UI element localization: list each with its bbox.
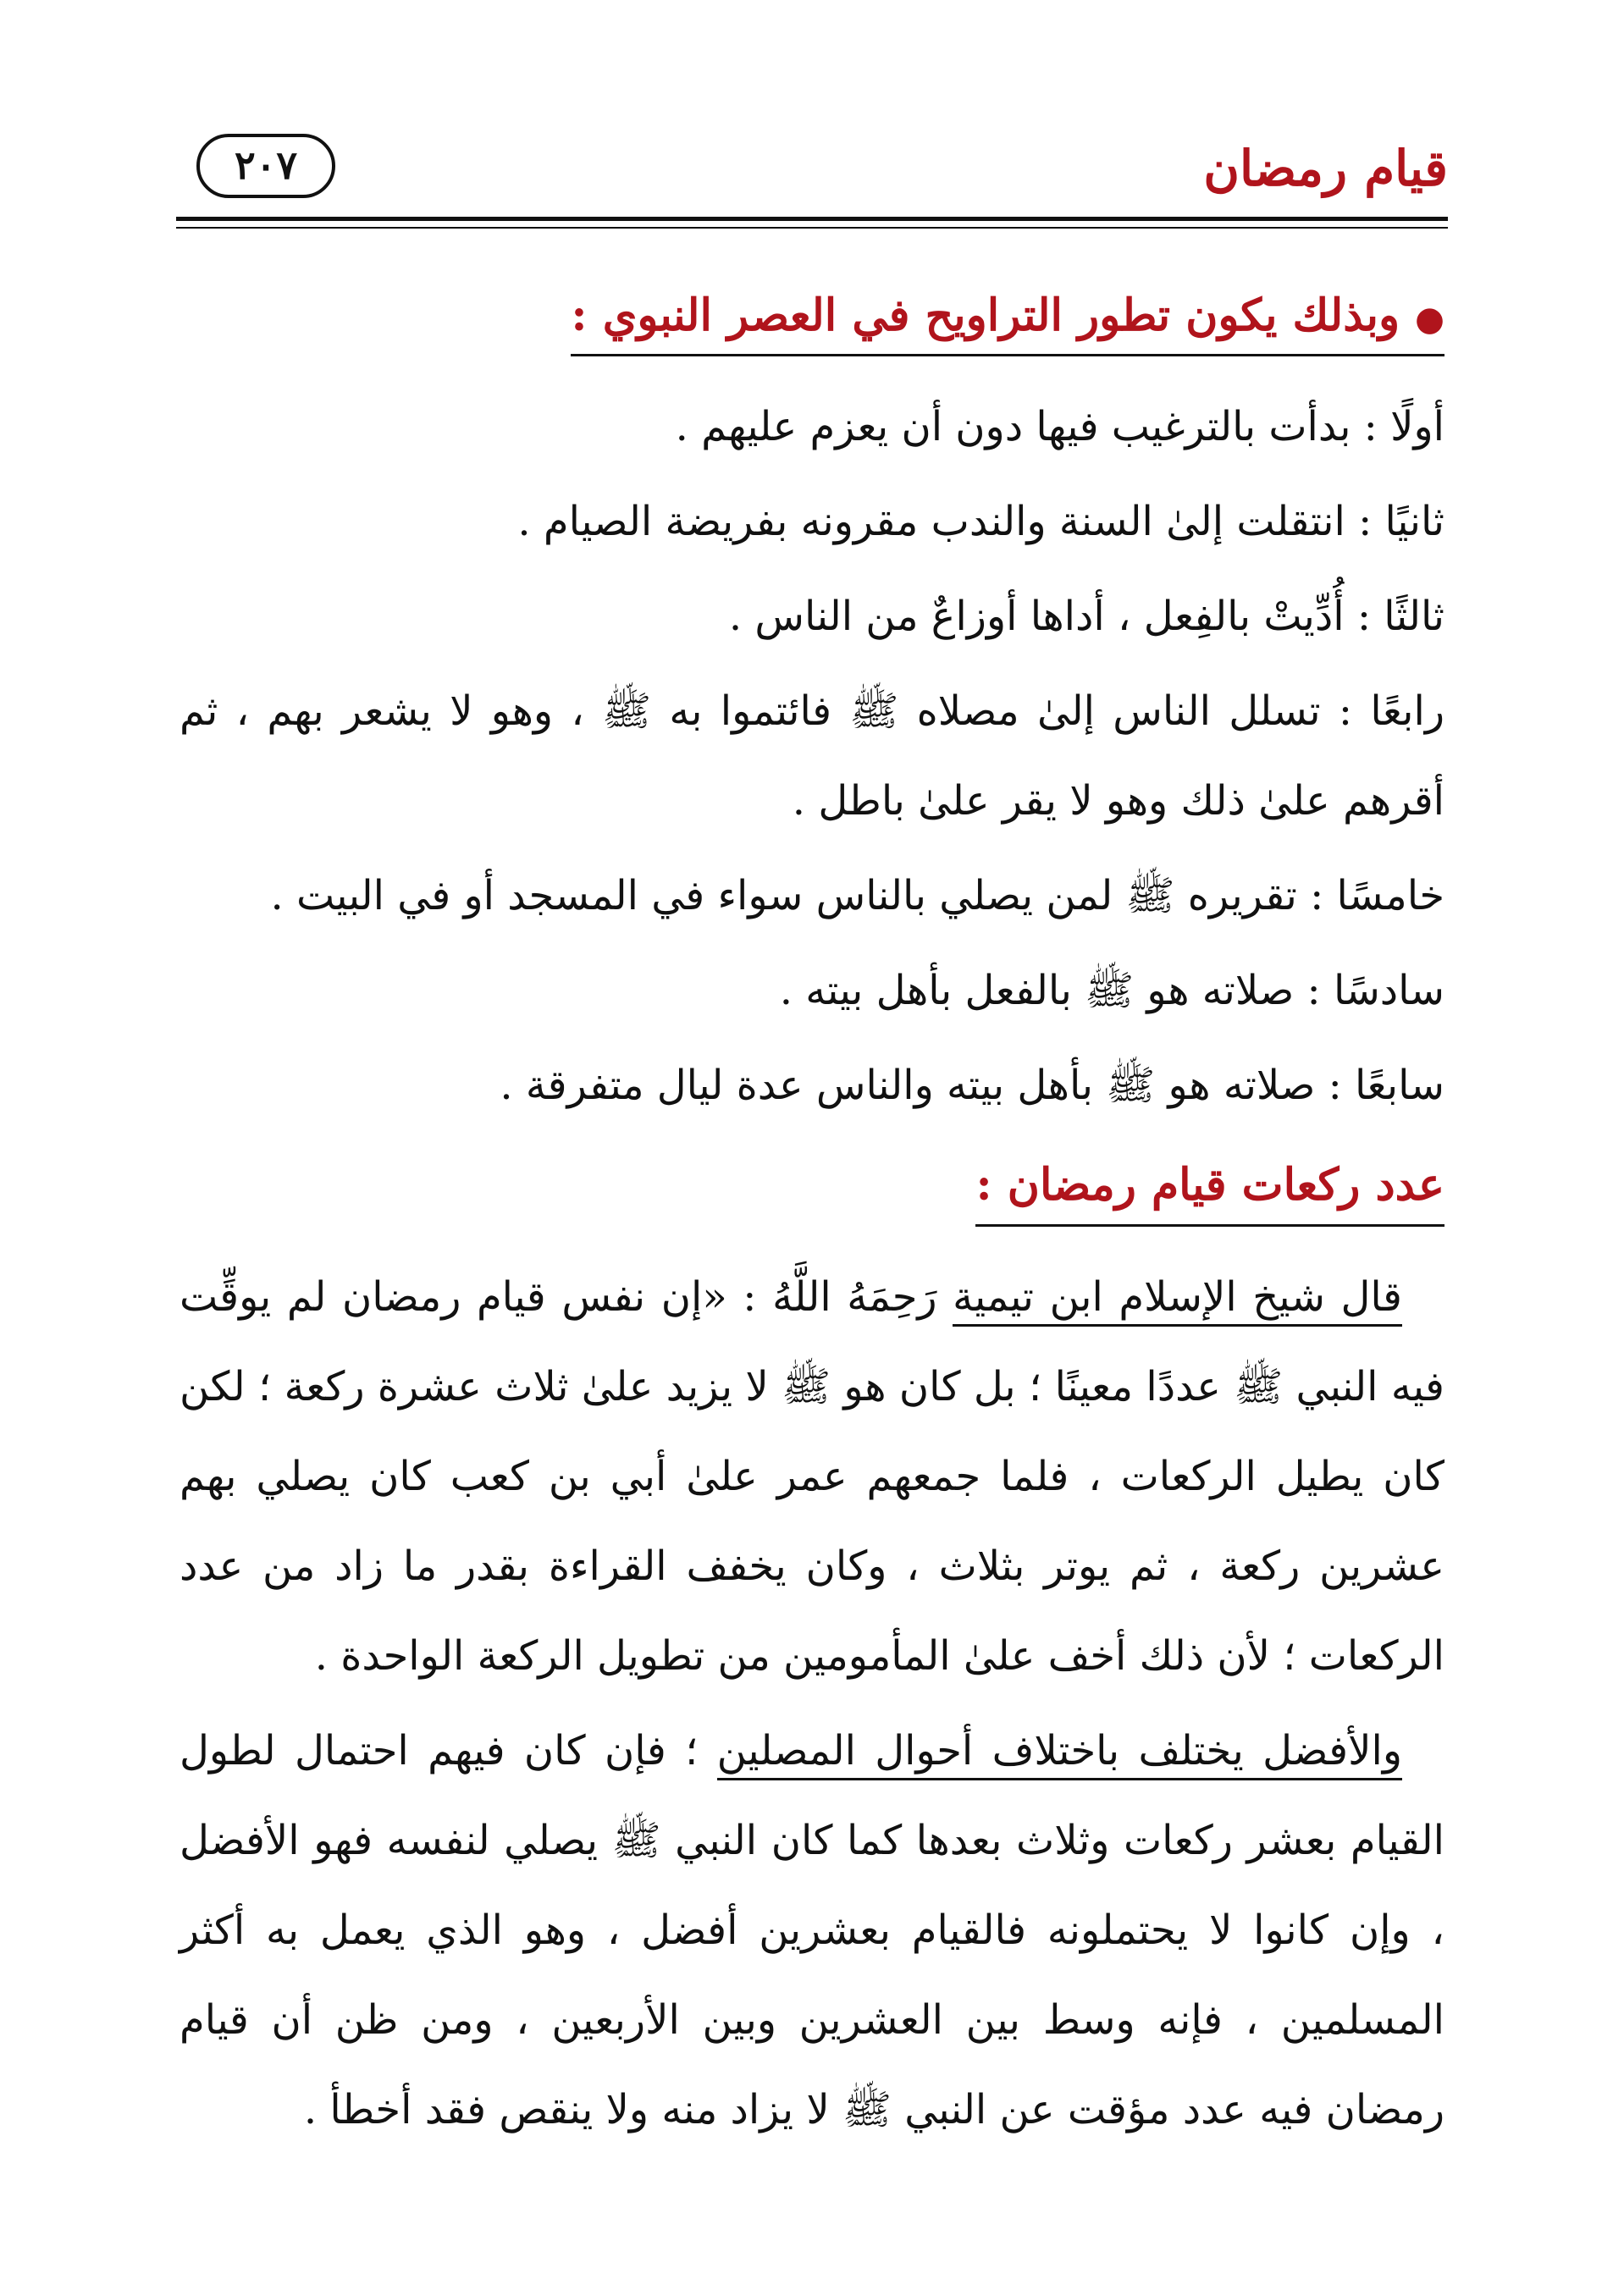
header-rule-thin [176,227,1448,229]
list-item: رابعًا : تسلل الناس إلىٰ مصلاه ﷺ فائتموا به ﷺ ، وهو لا يشعر بهم ، ثم أقرهم علىٰ ذلك وهو لا يقر علىٰ باطل . [180,687,1444,825]
quote-text: رَحِمَهُ اللَّهُ : «إن نفس قيام رمضان لم يوقِّت فيه النبي ﷺ عددًا معينًا ؛ بل كان هو ﷺ لا يزيد علىٰ ثلاث عشرة ركعة ؛ لكن كان يطيل الركعات ، فلما جمعهم عمر علىٰ أبي بن كعب كان يصلي بهم عشرين ركعة ، ثم يوتر بثلاث ، وكان يخفف القراءة بقدر ما زاد من عدد الركعات ؛ لأن ذلك أخف علىٰ المأمومين من تطويل الركعة الواحدة . [180,1272,1444,1680]
list-item: ثانيًا : انتقلت إلىٰ السنة والندب مقرونه بفريضة الصيام . [517,498,1444,546]
page-header [176,134,1448,227]
list-item: خامسًا : تقريره ﷺ لمن يصلي بالناس سواء في المسجد أو في البيت . [270,872,1444,920]
page-body [180,254,1444,2155]
paragraph-text: ؛ فإن كان فيهم احتمال لطول القيام بعشر ركعات وثلاث بعدها كما كان النبي ﷺ يصلي لنفسه فهو الأفضل ، وإن كانوا لا يحتملونه فالقيام بعشرين أفضل ، وهو الذي يعمل به أكثر المسلمين ، فإنه وسط بين العشرين وبين الأربعين ، ومن ظن أن قيام رمضان فيه عدد مؤقت عن النبي ﷺ لا يزاد منه ولا ينقص فقد أخطأ . [180,1726,1445,2133]
list-item: سادسًا : صلاته هو ﷺ بالفعل بأهل بيته . [779,967,1444,1015]
underlined-phrase: والأفضل يختلف باختلاف أحوال المصلين [717,1727,1402,1780]
list-item: أولًا : بدأت بالترغيب فيها دون أن يعزم عليهم . [675,403,1444,451]
section-heading-rakat-count: عدد ركعات قيام رمضان : [975,1159,1444,1226]
header-rule-thick [176,217,1448,221]
page-number: ٢٠٧ [196,134,335,198]
underlined-attribution: قال شيخ الإسلام ابن تيمية [953,1273,1402,1327]
list-item: ثالثًا : أُدِّيتْ بالفِعل ، أداها أوزاعٌ من الناس . [728,593,1444,641]
bullet-icon: ● [1415,298,1444,339]
section-heading-text: وبذلك يكون تطور التراويح في العصر النبوي : [571,290,1400,341]
section-heading-taraweeh-development [571,290,1444,356]
quote-paragraph [180,1252,1444,1701]
paragraph [180,1706,1444,2155]
list-item: سابعًا : صلاته هو ﷺ بأهل بيته والناس عدة ليال متفرقة . [500,1062,1444,1110]
running-title: قيام رمضان [1203,140,1448,197]
